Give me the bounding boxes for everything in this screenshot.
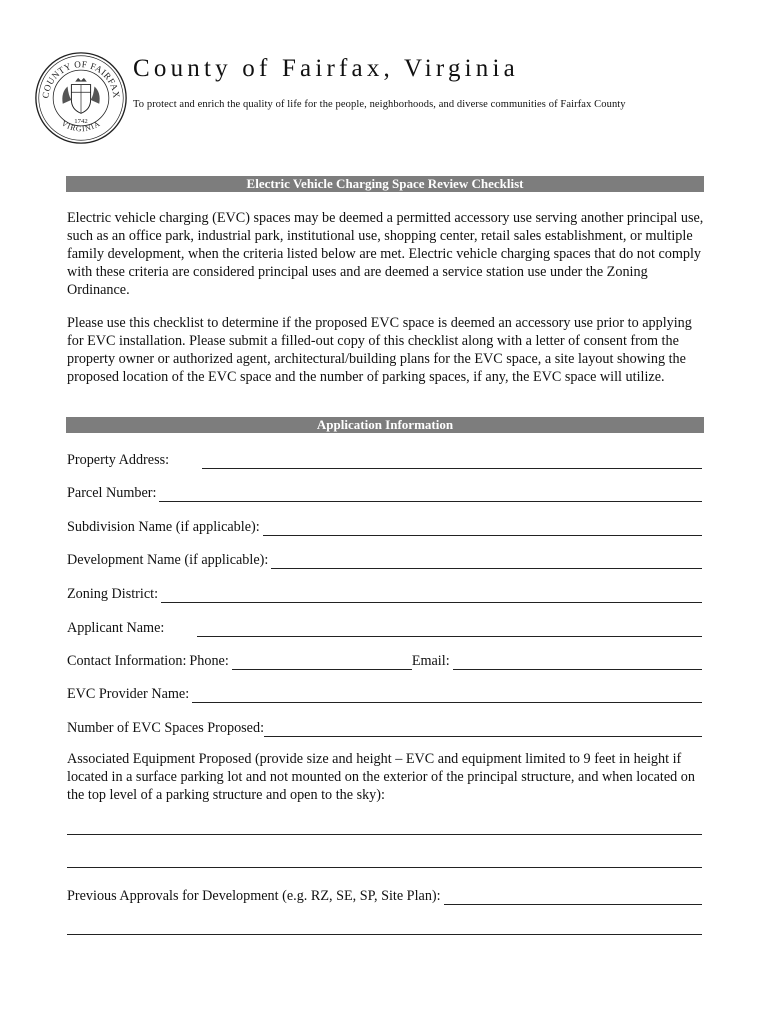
zoning-district-field (67, 581, 702, 603)
previous-approvals-field (67, 883, 702, 905)
seal-text-top: COUNTY OF FAIRFAX (40, 59, 122, 99)
email-label: Email: (411, 653, 450, 669)
applicant-name-label: Applicant Name: (67, 620, 165, 636)
previous-approvals-label: Previous Approvals for Development (e.g. RZ, SE, SP, Site Plan): (67, 888, 441, 904)
checklist-heading: Electric Vehicle Charging Space Review Checklist (66, 176, 704, 192)
zoning-district-label: Zoning District: (67, 586, 159, 602)
evc-provider-name-field (67, 681, 702, 703)
associated-equipment-input-line-2[interactable] (67, 867, 702, 868)
property-address-input[interactable] (202, 453, 702, 469)
num-evc-spaces-field (67, 715, 702, 737)
applicant-name-field (67, 615, 702, 637)
instructions-paragraph: Please use this checklist to determine if the proposed EVC space is deemed an accessory use prior to applying for EVC installation. Please submit a filled-out copy of this checklist along with a letter of consent from the property owner or authorized agent, architectural/building plans for the EVC space, a site layout showing the proposed location of the EVC space and the number of parking spaces, if any, the EVC space will utilize. (67, 315, 692, 385)
tagline: To protect and enrich the quality of life for the people, neighborhoods, and diverse communities of Fairfax County (133, 99, 626, 110)
development-name-label: Development Name (if applicable): (67, 552, 269, 568)
evc-provider-name-input[interactable] (192, 687, 702, 703)
contact-information-label: Contact Information: (67, 653, 187, 669)
phone-input[interactable] (232, 654, 412, 670)
subdivision-name-input[interactable] (263, 520, 702, 536)
property-address-field (67, 447, 702, 469)
num-evc-spaces-input[interactable] (264, 721, 702, 737)
email-input[interactable] (453, 654, 702, 670)
parcel-number-label: Parcel Number: (67, 485, 157, 501)
property-address-label: Property Address: (67, 452, 170, 468)
associated-equipment-input-line-1[interactable] (67, 834, 702, 835)
seal-text-bottom: VIRGINIA (59, 118, 103, 134)
parcel-number-input[interactable] (159, 486, 702, 502)
county-seal-logo (33, 50, 129, 146)
phone-label: Phone: (189, 653, 229, 669)
application-heading: Application Information (66, 417, 704, 433)
associated-equipment-label: Associated Equipment Proposed (provide size and height – EVC and equipment limited to 9 feet in height if located in a surface parking lot and not mounted on the exterior of the principal structure, and when located on the top level of a parking structure and open to the sky): (67, 751, 695, 803)
zoning-district-input[interactable] (161, 587, 702, 603)
contact-information-field (67, 648, 702, 670)
applicant-name-input[interactable] (197, 621, 702, 637)
page-title: County of Fairfax, Virginia (133, 55, 519, 82)
subdivision-name-field (67, 514, 702, 536)
num-evc-spaces-label: Number of EVC Spaces Proposed: (67, 720, 265, 736)
parcel-number-field (67, 480, 702, 502)
previous-approvals-input[interactable] (444, 889, 702, 905)
development-name-field (67, 547, 702, 569)
subdivision-name-label: Subdivision Name (if applicable): (67, 519, 260, 535)
intro-paragraph: Electric vehicle charging (EVC) spaces may be deemed a permitted accessory use serving another principal use, such as an office park, industrial park, institutional use, shopping center, retail sales establishment, or multiple family development, when the criteria listed below are met. Electric vehicle charging spaces that do not comply with these criteria are considered principal uses and are deemed a service station use under the Zoning Ordinance. (67, 210, 704, 298)
seal-year: 1742 (74, 117, 88, 125)
development-name-input[interactable] (271, 553, 702, 569)
previous-approvals-input-line-2[interactable] (67, 934, 702, 935)
evc-provider-name-label: EVC Provider Name: (67, 686, 190, 702)
